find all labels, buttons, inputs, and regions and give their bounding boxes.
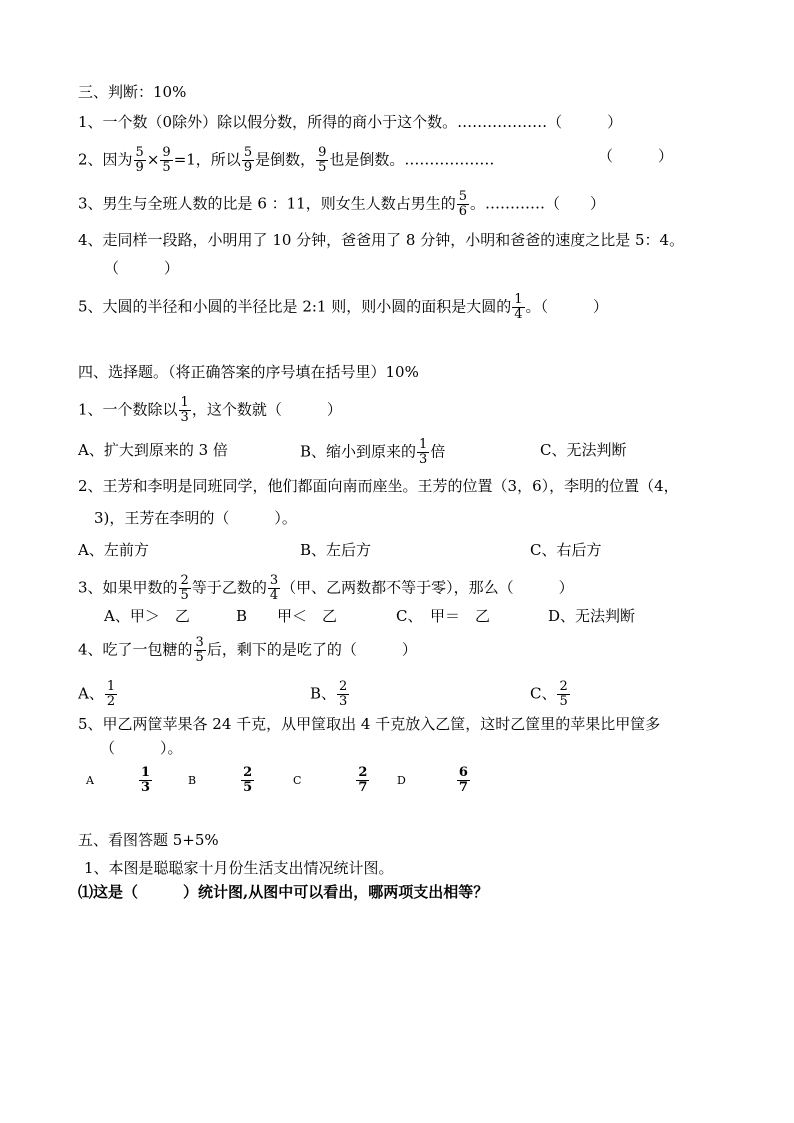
- s4-q4-text1: 4、吃了一包糖的: [78, 640, 193, 659]
- s3-q2-text1: 2、因为: [78, 150, 133, 169]
- s4-q5-line2: （ ）。: [100, 739, 183, 757]
- s4-q5-option-c[interactable]: [293, 766, 370, 795]
- s3-q3: [78, 190, 605, 219]
- s4-q3-option-a[interactable]: A、甲＞ 乙: [104, 607, 190, 625]
- fraction: $\frac{5}{6}$: [458, 189, 467, 219]
- option-text: A、: [78, 684, 104, 703]
- s3-q5-text2: 。（ ）: [525, 297, 609, 316]
- s3-q5: [78, 293, 608, 322]
- fraction: $\frac{6}{7}$: [458, 765, 468, 795]
- fraction: $\frac{1}{4}$: [514, 292, 523, 322]
- s4-q2-option-c[interactable]: C、右后方: [530, 541, 602, 559]
- s4-q3-option-b[interactable]: B 甲＜ 乙: [236, 607, 338, 625]
- s4-q4-option-b[interactable]: [310, 680, 350, 709]
- section4-title: 四、选择题。（将正确答案的序号填在括号里）10%: [78, 363, 419, 381]
- s4-q5-option-a[interactable]: [86, 766, 153, 795]
- s4-q2-line1: 2、王芳和李明是同班同学，他们都面向南而座坐。王芳的位置（3，6），李明的位置（4，: [78, 477, 679, 495]
- option-label: A: [86, 773, 94, 787]
- s4-q3-option-c[interactable]: C、 甲＝ 乙: [396, 607, 490, 625]
- s5-q1: 1、本图是聪聪家十月份生活支出情况统计图。: [84, 859, 394, 877]
- fraction: $\frac{9}{5}$: [162, 145, 171, 175]
- fraction: $\frac{2}{5}$: [243, 765, 253, 795]
- s4-q2-option-b[interactable]: B、左后方: [300, 541, 372, 559]
- option-text: B、: [310, 684, 337, 703]
- s4-q3-text2: 等于乙数的: [191, 578, 267, 597]
- option-label: D: [397, 773, 406, 787]
- section3-title: 三、判断：10%: [78, 83, 187, 101]
- s3-q4: 4、走同样一段路，小明用了 10 分钟，爸爸用了 8 分钟，小明和爸爸的速度之比是 5：4。: [78, 231, 685, 249]
- fraction: $\frac{1}{3}$: [180, 395, 189, 425]
- fraction: $\frac{1}{3}$: [419, 437, 428, 467]
- s4-q4-option-a[interactable]: [78, 680, 118, 709]
- s4-q2-line2: 3)，王芳在李明的（ ）。: [94, 509, 297, 527]
- s4-q3-text1: 3、如果甲数的: [78, 578, 178, 597]
- fraction: $\frac{1}{2}$: [106, 679, 116, 709]
- s3-q2: [78, 146, 494, 175]
- times-sign: ×: [146, 150, 160, 169]
- s3-q2-text3: 是倒数，: [255, 150, 316, 169]
- fraction: $\frac{2}{5}$: [180, 573, 189, 603]
- s3-q2-text2: =1，所以: [173, 150, 241, 169]
- s4-q4: [78, 636, 417, 665]
- s4-q5-option-d[interactable]: [397, 766, 471, 795]
- fraction: $\frac{2}{3}$: [339, 679, 348, 709]
- s4-q1-text2: ，这个数就（ ）: [191, 400, 342, 419]
- s3-q2-answer-blank[interactable]: （ ）: [598, 147, 674, 165]
- option-label: C: [293, 773, 302, 787]
- s4-q3: [78, 574, 574, 603]
- s4-q1-text1: 1、一个数除以: [78, 400, 178, 419]
- fraction: $\frac{9}{5}$: [318, 145, 327, 175]
- s4-q1-option-a[interactable]: A、扩大到原来的 3 倍: [78, 441, 228, 459]
- s3-q4-answer-blank[interactable]: （ ）: [104, 259, 180, 277]
- s3-q5-text1: 5、大圆的半径和小圆的半径比是 2:1 则，则小圆的面积是大圆的: [78, 297, 512, 316]
- fraction: $\frac{5}{9}$: [135, 145, 144, 175]
- section5-title: 五、看图答题 5+5%: [78, 831, 219, 849]
- s3-q3-text2: 。…………（ ）: [470, 194, 606, 213]
- s3-q2-text4: 也是倒数。………………: [329, 150, 495, 169]
- fraction: $\frac{1}{3}$: [140, 765, 150, 795]
- option-text: B、缩小到原来的: [300, 442, 417, 461]
- fraction: $\frac{3}{4}$: [269, 573, 279, 603]
- s3-q3-text1: 3、男生与全班人数的比是 6 ：11，则女生人数占男生的: [78, 194, 456, 213]
- s4-q3-option-d[interactable]: D、无法判断: [548, 607, 636, 625]
- s4-q3-text3: （甲、乙两数都不等于零），那么（ ）: [281, 578, 574, 597]
- s4-q5-line1: 5、甲乙两筐苹果各 24 千克，从甲筐取出 4 千克放入乙筐，这时乙筐里的苹果比甲筐多: [78, 715, 661, 733]
- option-text: 倍: [430, 442, 446, 461]
- option-text: C、: [530, 684, 557, 703]
- fraction: $\frac{3}{5}$: [195, 635, 204, 665]
- s4-q5-option-b[interactable]: [188, 766, 255, 795]
- s4-q2-option-a[interactable]: A、左前方: [78, 541, 149, 559]
- option-label: B: [188, 773, 197, 787]
- s4-q1-option-b[interactable]: [300, 438, 445, 467]
- s3-q1: 1、一个数（0除外）除以假分数，所得的商小于这个数。………………（ ）: [78, 113, 623, 131]
- s4-q1: [78, 396, 342, 425]
- s4-q4-option-c[interactable]: [530, 680, 571, 709]
- s4-q4-text2: 后，剩下的是吃了的（ ）: [206, 640, 417, 659]
- s5-q1-subquestion: ⑴这是（ ）统计图,从图中可以看出，哪两项支出相等？: [78, 883, 489, 901]
- s4-q1-option-c[interactable]: C、无法判断: [540, 441, 627, 459]
- fraction: $\frac{2}{7}$: [358, 765, 368, 795]
- fraction: $\frac{5}{9}$: [243, 145, 253, 175]
- fraction: $\frac{2}{5}$: [559, 679, 568, 709]
